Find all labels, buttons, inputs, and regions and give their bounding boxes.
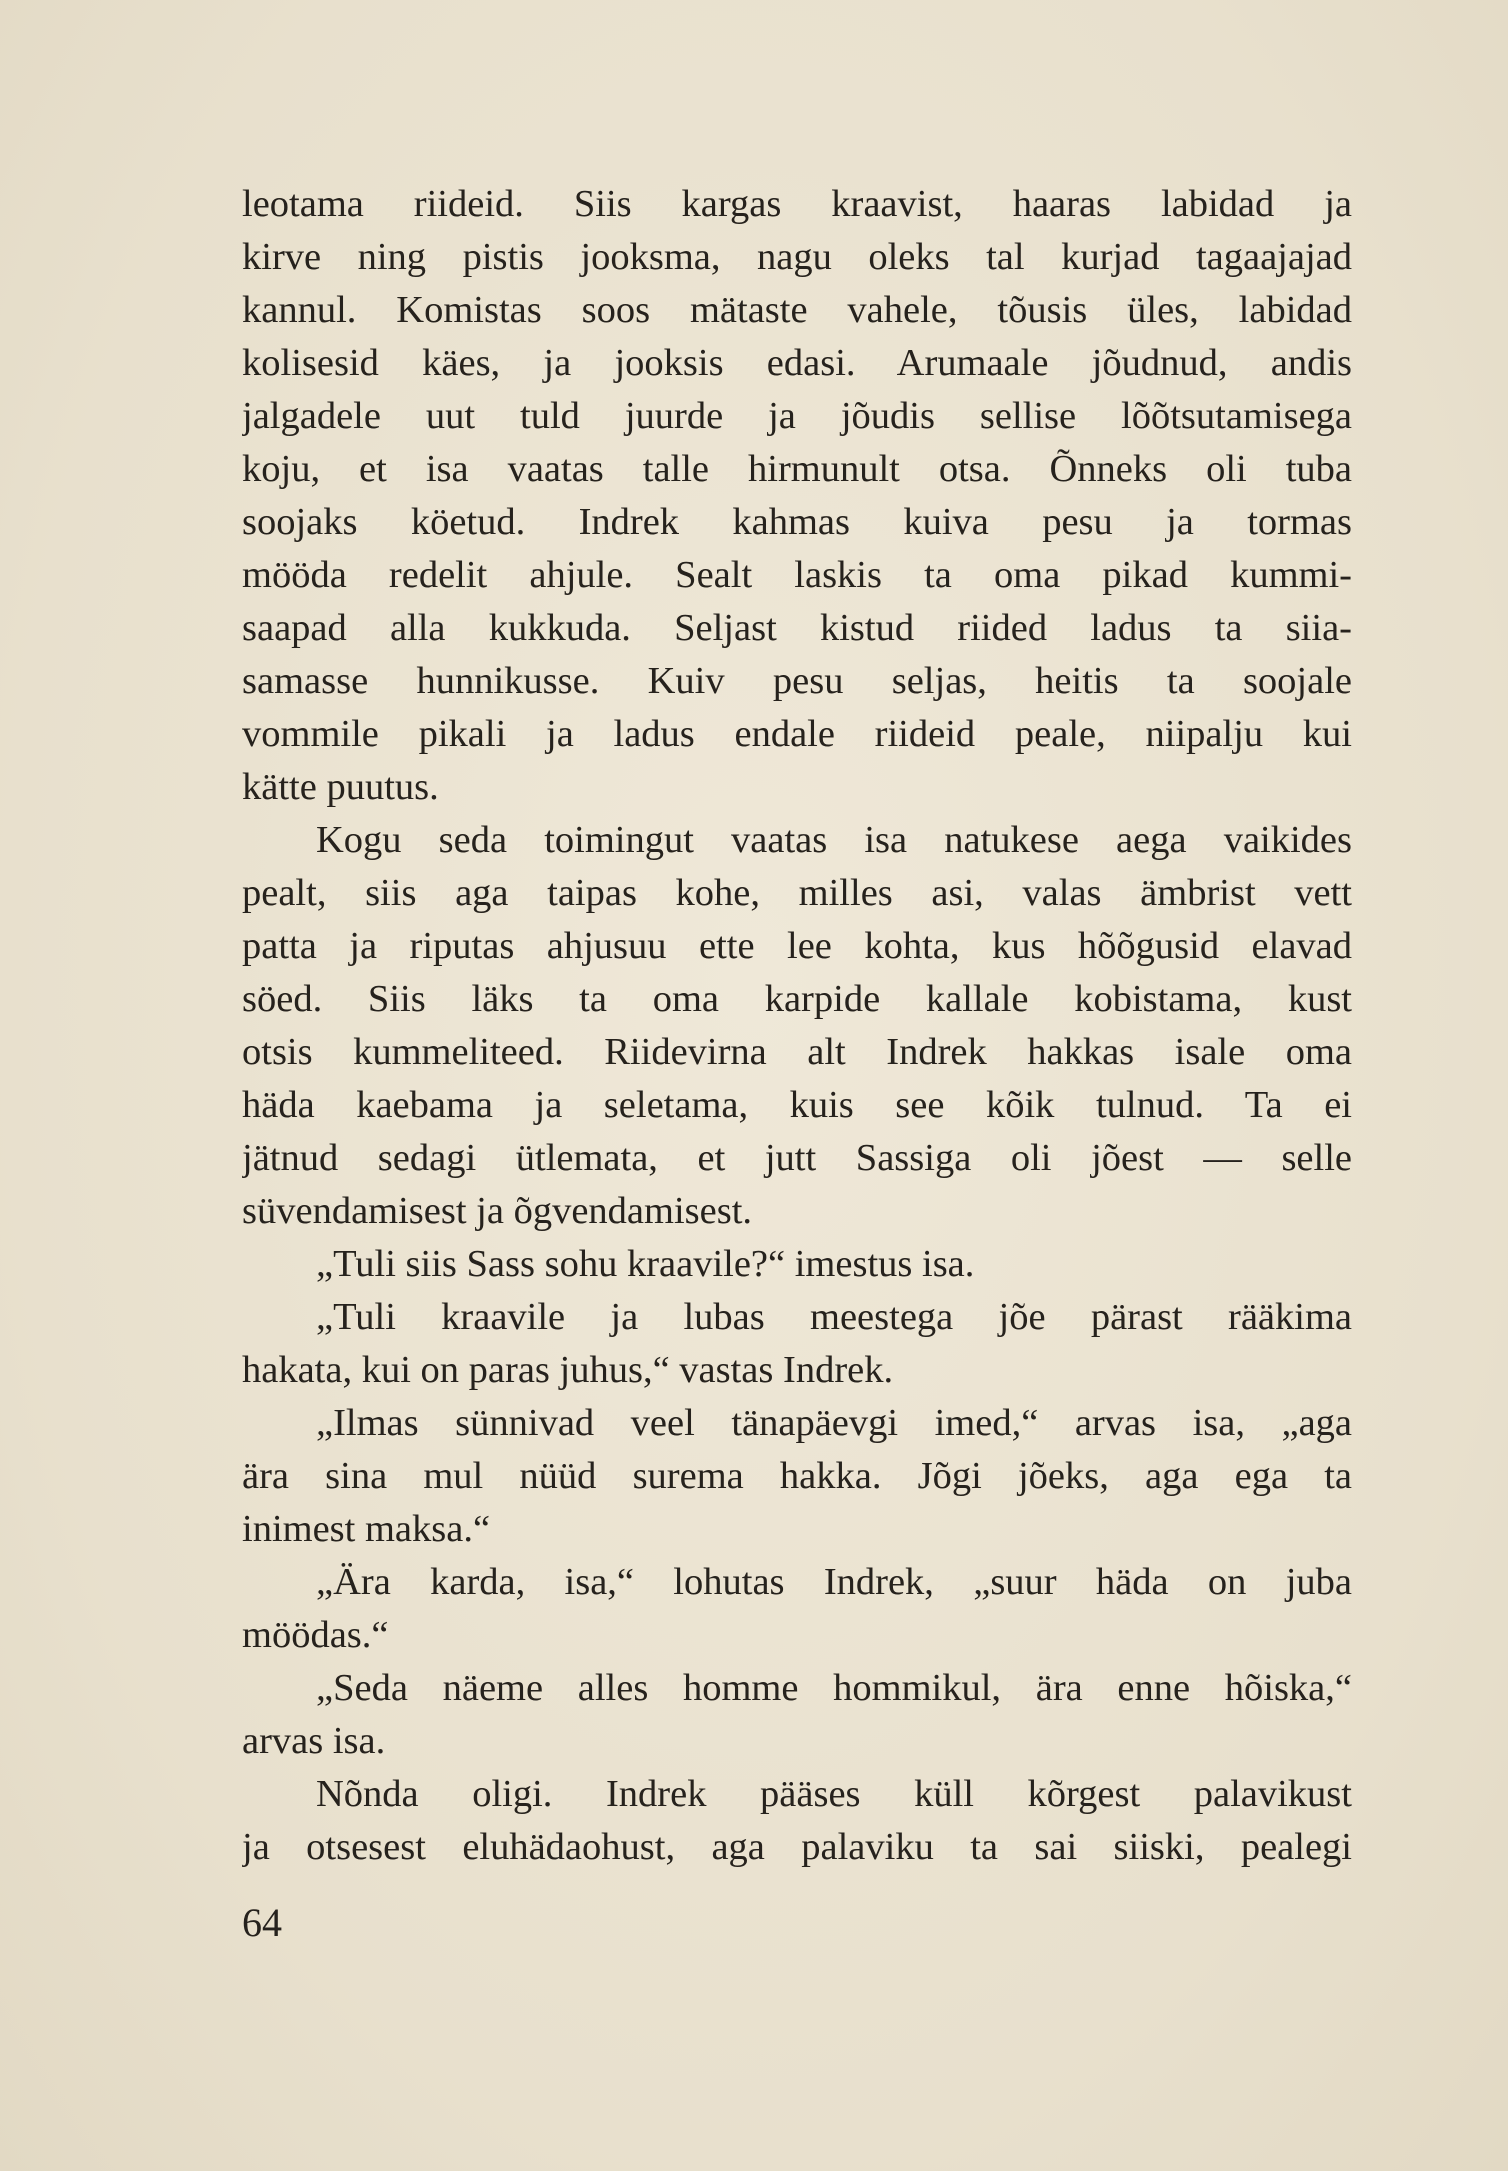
text-line: samasse hunnikusse. Kuiv pesu seljas, heitis ta soojale	[242, 660, 1352, 702]
text-line: süvendamisest ja õgvendamisest.	[242, 1190, 753, 1232]
text-line: otsis kummeliteed. Riidevirna alt Indrek hakkas isale oma	[242, 1031, 1352, 1073]
text-line: kirve ning pistis jooksma, nagu oleks tal kurjad tagaajajad	[242, 236, 1352, 278]
text-line: hakata, kui on paras juhus,“ vastas Indrek.	[242, 1349, 894, 1391]
text-line: söed. Siis läks ta oma karpide kallale kobistama, kust	[242, 978, 1352, 1020]
text-line: saapad alla kukkuda. Seljast kistud riided ladus ta siia-	[242, 607, 1352, 649]
text-line: pealt, siis aga taipas kohe, milles asi, valas ämbrist vett	[242, 872, 1352, 914]
text-line: jätnud sedagi ütlemata, et jutt Sassiga oli jõest — selle	[242, 1137, 1352, 1179]
text-line: mööda redelit ahjule. Sealt laskis ta oma pikad kummi-	[242, 554, 1352, 596]
text-line: vommile pikali ja ladus endale riideid peale, niipalju kui	[242, 713, 1352, 755]
text-line: arvas isa.	[242, 1720, 386, 1762]
text-line: „Seda näeme alles homme hommikul, ära enne hõiska,“	[316, 1667, 1352, 1709]
text-line: kolisesid käes, ja jooksis edasi. Arumaale jõudnud, andis	[242, 342, 1352, 384]
text-line: leotama riideid. Siis kargas kraavist, haaras labidad ja	[242, 183, 1352, 225]
text-line: kätte puutus.	[242, 766, 439, 808]
text-line: ja otsesest eluhädaohust, aga palaviku ta sai siiski, pealegi	[242, 1826, 1352, 1868]
text-line: möödas.“	[242, 1614, 389, 1656]
text-line: Nõnda oligi. Indrek pääses küll kõrgest palavikust	[316, 1773, 1352, 1815]
text-line: „Tuli kraavile ja lubas meestega jõe pärast rääkima	[316, 1296, 1352, 1338]
text-line: häda kaebama ja seletama, kuis see kõik tulnud. Ta ei	[242, 1084, 1352, 1126]
text-line: ära sina mul nüüd surema hakka. Jõgi jõeks, aga ega ta	[242, 1455, 1352, 1497]
text-line: „Tuli siis Sass sohu kraavile?“ imestus isa.	[316, 1243, 975, 1285]
text-line: koju, et isa vaatas talle hirmunult otsa. Õnneks oli tuba	[242, 448, 1352, 490]
text-line: Kogu seda toimingut vaatas isa natukese aega vaikides	[316, 819, 1352, 861]
text-line: jalgadele uut tuld juurde ja jõudis sellise lõõtsutamisega	[242, 395, 1352, 437]
text-line: „Ära karda, isa,“ lohutas Indrek, „suur häda on juba	[316, 1561, 1352, 1603]
text-line: „Ilmas sünnivad veel tänapäevgi imed,“ arvas isa, „aga	[316, 1402, 1352, 1444]
text-line: kannul. Komistas soos mätaste vahele, tõusis üles, labidad	[242, 289, 1352, 331]
text-line: patta ja riputas ahjusuu ette lee kohta, kus hõõgusid elavad	[242, 925, 1352, 967]
page-number: 64	[242, 1900, 282, 1945]
text-line: soojaks köetud. Indrek kahmas kuiva pesu ja tormas	[242, 501, 1352, 543]
page-text-body	[242, 178, 1352, 1874]
text-line: inimest maksa.“	[242, 1508, 491, 1550]
